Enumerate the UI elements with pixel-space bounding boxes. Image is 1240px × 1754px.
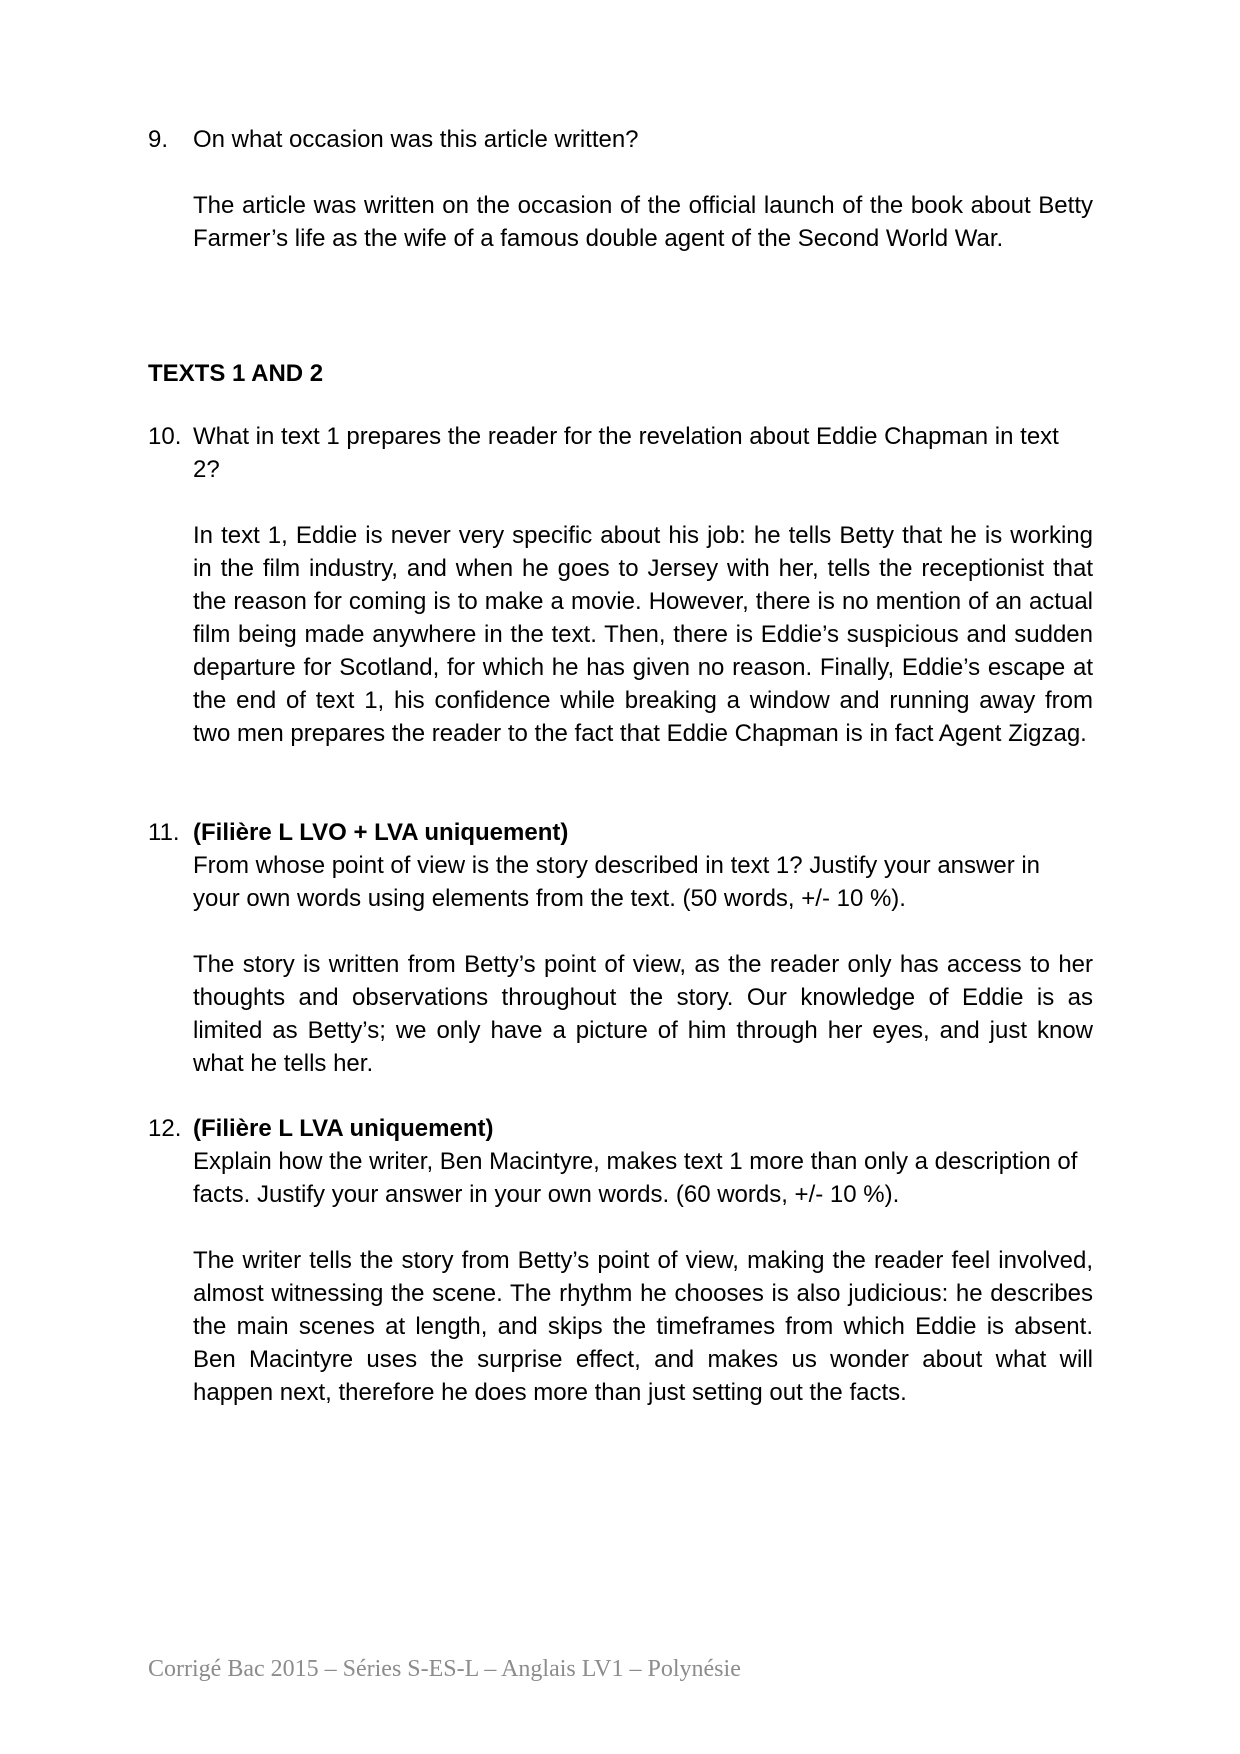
question-number: 9. [148, 126, 169, 153]
question-number: 10. [148, 423, 182, 450]
question-label: (Filière L LVO + LVA uniquement) [193, 819, 569, 846]
section-heading: TEXTS 1 AND 2 [148, 360, 324, 387]
answer-10: In text 1, Eddie is never very specific about his job: he tells Betty that he is working in the film industry, and when he goes to Jersey with her, tells the receptionist that the reason for coming is to make a movie. However, there is no mention of an actual film being made anywhere in the text. Then, there is Eddie’s suspicious and sudden departure for Scotland, for which he has given no reason. Finally, Eddie’s escape at the end of text 1, his confidence while breaking a window and running away from two men prepares the reader to the fact that Eddie Chapman is in fact Agent Zigzag. [193, 522, 1093, 747]
answer-11: The story is written from Betty’s point of view, as the reader only has access to her thoughts and observations throughout the story. Our knowledge of Eddie is as limited as Betty’s; we only have a picture of him through her eyes, and just know what he tells her. [193, 951, 1093, 1077]
question-number: 11. [148, 819, 180, 846]
question-10 [148, 420, 1093, 486]
question-text: From whose point of view is the story described in text 1? Justify your answer in your own words using elements from the text. (50 words, +/- 10 %). [193, 852, 1041, 912]
question-12 [148, 1112, 1093, 1211]
answer-9: The article was written on the occasion of the official launch of the book about Betty Farmer’s life as the wife of a famous double agent of the Second World War. [193, 192, 1093, 252]
answer-12: The writer tells the story from Betty’s point of view, making the reader feel involved, almost witnessing the scene. The rhythm he chooses is also judicious: he describes the main scenes at length, and skips the timeframes from which Eddie is absent. Ben Macintyre uses the surprise effect, and makes us wonder about what will happen next, therefore he does more than just setting out the facts. [193, 1247, 1093, 1406]
page-footer: Corrigé Bac 2015 – Séries S-ES-L – Anglais LV1 – Polynésie [148, 1656, 741, 1682]
question-number: 12. [148, 1115, 182, 1142]
question-text: What in text 1 prepares the reader for the revelation about Eddie Chapman in text 2? [193, 423, 1059, 483]
question-label: (Filière L LVA uniquement) [193, 1115, 494, 1142]
question-text: Explain how the writer, Ben Macintyre, makes text 1 more than only a description of facts. Justify your answer in your own words. (60 words, +/- 10 %). [193, 1148, 1078, 1208]
question-11 [148, 816, 1093, 915]
question-text: On what occasion was this article written? [193, 126, 639, 153]
question-9 [148, 123, 1093, 156]
